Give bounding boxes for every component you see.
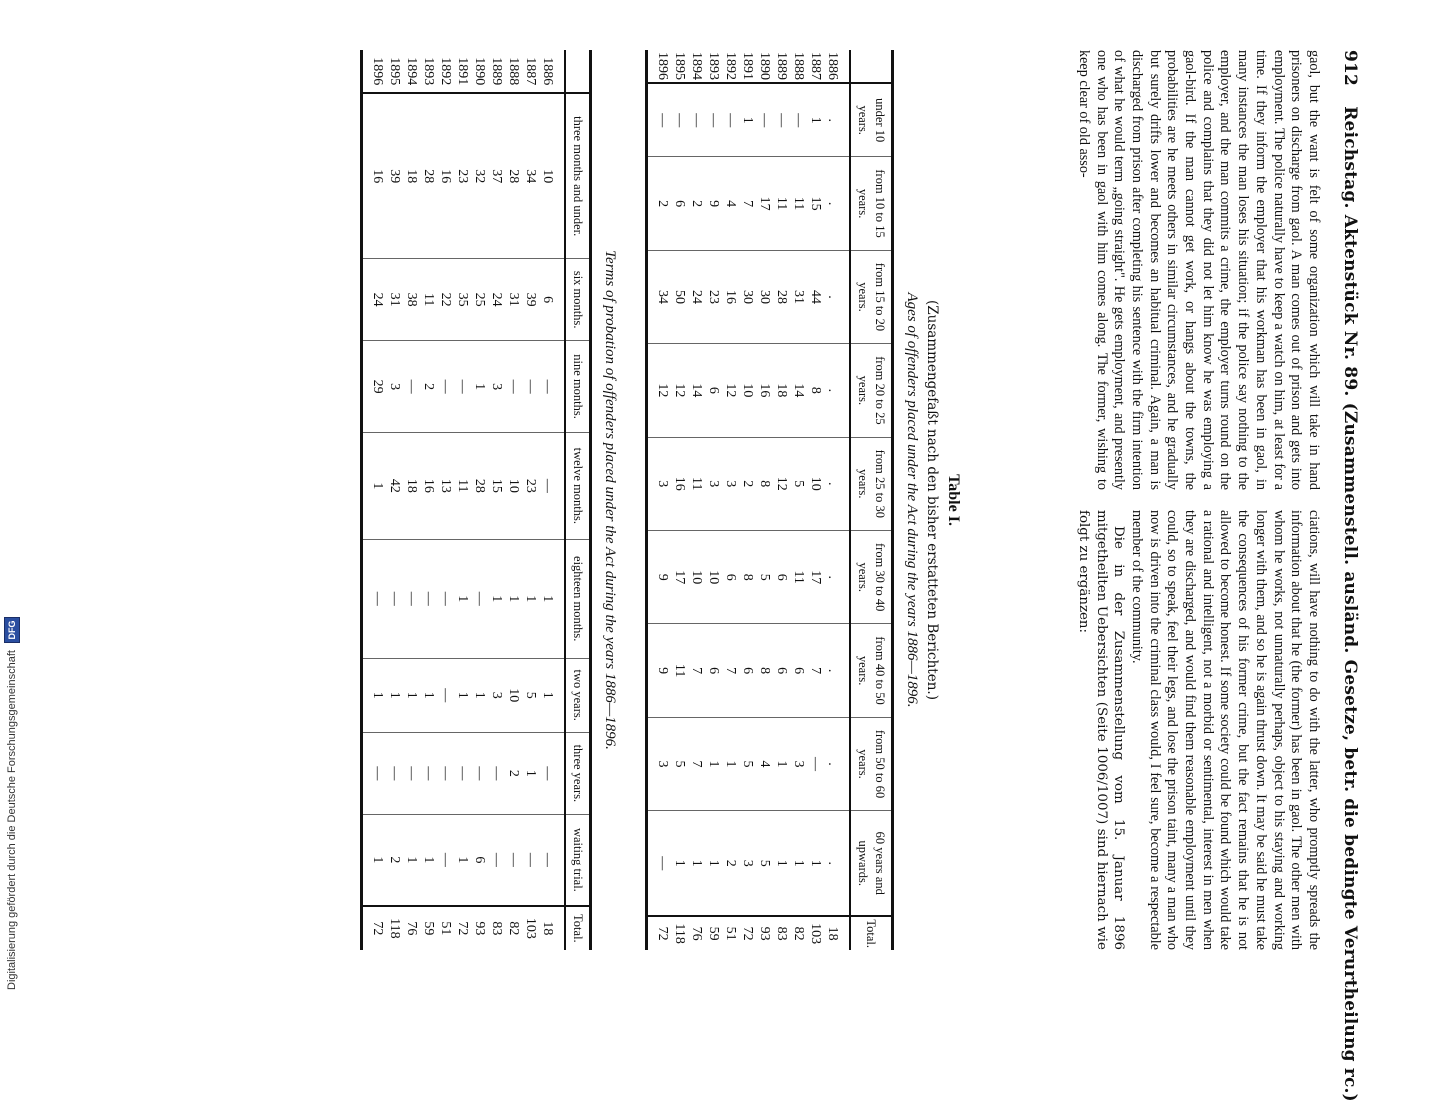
table-cell: 1 <box>705 811 722 917</box>
table-row <box>403 50 420 950</box>
table-cell: 1 <box>362 815 387 906</box>
table-cell: 8 <box>756 624 773 717</box>
column-header-cell: three months and under. <box>565 93 591 258</box>
column-header-cell: three years. <box>565 732 591 814</box>
column-header-cell: six months. <box>565 259 591 341</box>
digitization-note <box>4 0 20 990</box>
total-cell: 72 <box>362 906 387 950</box>
table-cell: 10 <box>688 531 705 624</box>
table-cell: 28 <box>773 250 790 343</box>
table-row <box>505 50 522 950</box>
table-cell: — <box>522 815 539 906</box>
table-cell: — <box>437 341 454 432</box>
column-header-cell: from 25 to 30 years. <box>850 437 893 530</box>
table-cell: 1 <box>403 815 420 906</box>
column-header-cell: from 20 to 25 years. <box>850 344 893 437</box>
total-cell: 93 <box>756 916 773 950</box>
table-cell: 6 <box>705 344 722 437</box>
total-header-cell: Total. <box>850 916 893 950</box>
column-header-cell: under 10 years. <box>850 83 893 157</box>
probation-table-body <box>362 50 566 950</box>
table-cell: 1 <box>420 815 437 906</box>
table-row <box>471 50 488 950</box>
table-cell: 1 <box>539 539 565 658</box>
table-cell: 15 <box>488 432 505 539</box>
table-cell: — <box>671 83 688 157</box>
total-cell: 72 <box>454 906 471 950</box>
year-header-cell <box>565 50 591 93</box>
table-cell: 11 <box>671 624 688 717</box>
table-cell: 39 <box>386 93 403 258</box>
table-cell: 1 <box>539 658 565 732</box>
table-cell: 17 <box>671 531 688 624</box>
table-cell: 16 <box>671 437 688 530</box>
table-row <box>773 50 790 950</box>
ages-table-header-row <box>850 50 893 950</box>
table-cell: — <box>488 732 505 814</box>
year-cell: 1888 <box>505 50 522 93</box>
table-cell: — <box>362 539 387 658</box>
running-header <box>1330 50 1360 1102</box>
year-cell: 1887 <box>522 50 539 93</box>
table-cell: 1 <box>420 658 437 732</box>
table-cell: 30 <box>756 250 773 343</box>
table-cell: 12 <box>671 344 688 437</box>
table-cell: — <box>471 539 488 658</box>
table-cell: 18 <box>773 344 790 437</box>
table-cell: 2 <box>722 811 739 917</box>
table-cell: — <box>437 815 454 906</box>
year-cell: 1894 <box>403 50 420 93</box>
table-cell: 6 <box>739 624 756 717</box>
column-header-cell: from 40 to 50 years. <box>850 624 893 717</box>
table-cell: 37 <box>488 93 505 258</box>
table-cell: 12 <box>647 344 672 437</box>
table-cell: 1 <box>790 811 807 917</box>
table-cell: — <box>705 83 722 157</box>
table-cell: 6 <box>790 624 807 717</box>
table-cell: 16 <box>437 93 454 258</box>
table-row <box>722 50 739 950</box>
table-cell: . <box>824 531 850 624</box>
table-cell: — <box>420 732 437 814</box>
table-cell: 39 <box>522 259 539 341</box>
table-cell: — <box>539 732 565 814</box>
table-cell: 23 <box>522 432 539 539</box>
table-row <box>824 50 850 950</box>
table-row <box>539 50 565 950</box>
table-cell: 22 <box>437 259 454 341</box>
table-cell: 30 <box>739 250 756 343</box>
table-cell: — <box>386 732 403 814</box>
year-cell: 1893 <box>420 50 437 93</box>
table1-caption: Ages of offenders placed under the Act during the years 1886—1896. <box>904 292 920 708</box>
year-cell: 1886 <box>824 50 850 83</box>
table-cell: 31 <box>790 250 807 343</box>
table-cell: 38 <box>403 259 420 341</box>
year-cell: 1889 <box>773 50 790 83</box>
table-cell: 10 <box>505 432 522 539</box>
table-cell: — <box>647 811 672 917</box>
table-cell: 17 <box>756 157 773 250</box>
table-row <box>362 50 387 950</box>
table-cell: 1 <box>505 539 522 658</box>
table-cell: 11 <box>790 157 807 250</box>
table-cell: 5 <box>739 717 756 810</box>
body-text <box>982 50 1322 950</box>
page-number: 912 <box>1340 50 1360 87</box>
table-cell: 3 <box>739 811 756 917</box>
table-cell: 24 <box>688 250 705 343</box>
table-cell: 1 <box>488 539 505 658</box>
year-cell: 1887 <box>807 50 824 83</box>
table-cell: 6 <box>671 157 688 250</box>
rotated-page-content <box>10 50 1360 1102</box>
total-cell: 118 <box>386 906 403 950</box>
table-cell: 11 <box>790 531 807 624</box>
table-cell: — <box>403 539 420 658</box>
table-cell: — <box>471 732 488 814</box>
table-cell: 31 <box>386 259 403 341</box>
table-row <box>420 50 437 950</box>
table-cell: 1 <box>807 811 824 917</box>
table-cell: 16 <box>362 93 387 258</box>
table-cell: 3 <box>790 717 807 810</box>
total-cell: 76 <box>688 916 705 950</box>
table-cell: 6 <box>705 624 722 717</box>
table-cell: 5 <box>790 437 807 530</box>
table-cell: — <box>807 717 824 810</box>
table-cell: 10 <box>807 437 824 530</box>
table-cell: . <box>824 250 850 343</box>
total-cell: 18 <box>539 906 565 950</box>
column-header-cell: twelve months. <box>565 432 591 539</box>
total-cell: 82 <box>790 916 807 950</box>
table-cell: 1 <box>471 341 488 432</box>
table-cell: 5 <box>522 658 539 732</box>
table-row <box>386 50 403 950</box>
table-cell: 1 <box>773 811 790 917</box>
total-cell: 103 <box>522 906 539 950</box>
table-cell: 2 <box>420 341 437 432</box>
table-cell: 2 <box>386 815 403 906</box>
year-cell: 1895 <box>386 50 403 93</box>
table-cell: 16 <box>756 344 773 437</box>
column-header-cell: from 50 to 60 years. <box>850 717 893 810</box>
table-cell: — <box>790 83 807 157</box>
table-cell: 11 <box>688 437 705 530</box>
table-row <box>647 50 672 950</box>
table-cell: 16 <box>722 250 739 343</box>
total-cell: 51 <box>437 906 454 950</box>
total-cell: 93 <box>471 906 488 950</box>
total-cell: 59 <box>420 906 437 950</box>
table-cell: 3 <box>647 717 672 810</box>
column-header-cell: from 30 to 40 years. <box>850 531 893 624</box>
table-cell: 31 <box>505 259 522 341</box>
probation-table <box>360 50 592 950</box>
total-header-cell: Total. <box>565 906 591 950</box>
total-cell: 51 <box>722 916 739 950</box>
table-row <box>807 50 824 950</box>
right-column-paragraph: ciations, will have nothing to do with the latter, who promptly spreads the information about that he (the former) has been in gaol. The other men with whom he works, not unnaturally perhaps, object to his staying and working longer with them, and so he is again thrust down. It may be said he must take the consequences of his former crime, but the fact remains that he is not allowed to become honest. If some society could be found which would take a rational and intelligent, not a morbid or sentimental, interest in men when they are discharged, and would find them reasonable employment until they could, so to speak, feel their legs, and lose the prison taint, many a man who now is driven into the criminal class would, I feel sure, become a respectable member of the community. <box>1128 510 1322 950</box>
digitization-note-text: Digitalisierung gefördert durch die Deutsche Forschungsgemeinschaft <box>5 650 18 990</box>
table-cell: 17 <box>807 531 824 624</box>
table-cell: 29 <box>362 341 387 432</box>
table-cell: 18 <box>403 432 420 539</box>
table-cell: — <box>403 732 420 814</box>
table-cell: — <box>647 83 672 157</box>
table-cell: 14 <box>790 344 807 437</box>
table-cell: 23 <box>705 250 722 343</box>
total-cell: 82 <box>505 906 522 950</box>
table-cell: 24 <box>488 259 505 341</box>
table-cell: 3 <box>488 341 505 432</box>
table-cell: . <box>824 83 850 157</box>
total-cell: 72 <box>739 916 756 950</box>
table-cell: — <box>386 539 403 658</box>
table-cell: 1 <box>773 717 790 810</box>
table-cell: 11 <box>773 157 790 250</box>
total-cell: 72 <box>647 916 672 950</box>
table-cell: 6 <box>722 531 739 624</box>
table-cell: 4 <box>722 157 739 250</box>
table-cell: 2 <box>739 437 756 530</box>
table-cell: . <box>824 437 850 530</box>
table-cell: 2 <box>505 732 522 814</box>
table-cell: — <box>773 83 790 157</box>
column-header-cell: nine months. <box>565 341 591 432</box>
table-cell: 12 <box>773 437 790 530</box>
year-cell: 1892 <box>437 50 454 93</box>
table-cell: 1 <box>386 658 403 732</box>
year-cell: 1896 <box>647 50 672 83</box>
column-header-cell: from 15 to 20 years. <box>850 250 893 343</box>
total-cell: 83 <box>773 916 790 950</box>
table-row <box>671 50 688 950</box>
year-cell: 1888 <box>790 50 807 83</box>
year-header-cell <box>850 50 893 83</box>
table2-caption: Terms of probation of offenders placed under the Act during the years 1886—1896. <box>602 250 618 750</box>
table-cell: — <box>505 341 522 432</box>
year-cell: 1886 <box>539 50 565 93</box>
table-cell: — <box>522 341 539 432</box>
table-cell: 24 <box>362 259 387 341</box>
year-cell: 1891 <box>739 50 756 83</box>
table-cell: 1 <box>362 658 387 732</box>
table-cell: — <box>505 815 522 906</box>
table-cell: 50 <box>671 250 688 343</box>
table-row <box>437 50 454 950</box>
table-cell: 6 <box>539 259 565 341</box>
table-cell: — <box>437 658 454 732</box>
total-cell: 103 <box>807 916 824 950</box>
table-cell: — <box>454 341 471 432</box>
table-cell: — <box>539 815 565 906</box>
table-cell: — <box>454 732 471 814</box>
table-cell: 3 <box>705 437 722 530</box>
table-row <box>756 50 773 950</box>
table-cell: 2 <box>688 157 705 250</box>
column-header-cell: eighteen months. <box>565 539 591 658</box>
ages-table <box>645 50 894 950</box>
table-cell: 1 <box>454 815 471 906</box>
table-cell: — <box>420 539 437 658</box>
table-row <box>522 50 539 950</box>
year-cell: 1895 <box>671 50 688 83</box>
table-cell: 1 <box>403 658 420 732</box>
year-cell: 1893 <box>705 50 722 83</box>
table-cell: — <box>722 83 739 157</box>
table-cell: 3 <box>722 437 739 530</box>
table-cell: 16 <box>420 432 437 539</box>
table-cell: 8 <box>807 344 824 437</box>
column-header-cell: waiting trial. <box>565 815 591 906</box>
running-title: Reichstag. Aktenstück Nr. 89. (Zusammenstell. ausländ. Gesetze, betr. die bedingte Verurtheilung rc.) <box>1340 106 1360 1102</box>
year-cell: 1896 <box>362 50 387 93</box>
table-cell: 23 <box>454 93 471 258</box>
table-cell: — <box>539 432 565 539</box>
table-cell: — <box>437 539 454 658</box>
table-cell: — <box>688 83 705 157</box>
year-cell: 1894 <box>688 50 705 83</box>
table-cell: 10 <box>705 531 722 624</box>
table-cell: 6 <box>471 815 488 906</box>
table-cell: 1 <box>454 539 471 658</box>
text-column-right <box>1074 510 1322 950</box>
table-cell: 1 <box>362 432 387 539</box>
table-cell: 3 <box>488 658 505 732</box>
column-header-cell: from 10 to 15 years. <box>850 157 893 250</box>
table-cell: 1 <box>522 732 539 814</box>
year-cell: 1889 <box>488 50 505 93</box>
table-cell: . <box>824 157 850 250</box>
year-cell: 1892 <box>722 50 739 83</box>
total-cell: 83 <box>488 906 505 950</box>
table-cell: 10 <box>739 344 756 437</box>
table-cell: 1 <box>705 717 722 810</box>
table-cell: 9 <box>705 157 722 250</box>
table-cell: 15 <box>807 157 824 250</box>
table-cell: 6 <box>773 531 790 624</box>
table-cell: . <box>824 717 850 810</box>
table-cell: 7 <box>807 624 824 717</box>
table-cell: 1 <box>807 83 824 157</box>
text-column-left <box>1074 50 1322 490</box>
table-cell: 1 <box>671 811 688 917</box>
table-cell: 5 <box>671 717 688 810</box>
table-cell: 42 <box>386 432 403 539</box>
table-row <box>705 50 722 950</box>
table-cell: 11 <box>454 432 471 539</box>
table-cell: 10 <box>539 93 565 258</box>
table-cell: 32 <box>471 93 488 258</box>
table-cell: . <box>824 811 850 917</box>
table-cell: 5 <box>756 531 773 624</box>
table-cell: 7 <box>688 717 705 810</box>
table-row <box>739 50 756 950</box>
table-cell: — <box>437 732 454 814</box>
table-cell: 35 <box>454 259 471 341</box>
table-row <box>790 50 807 950</box>
table-cell: — <box>403 341 420 432</box>
table-cell: . <box>824 344 850 437</box>
table-row <box>688 50 705 950</box>
table-cell: 1 <box>739 83 756 157</box>
total-cell: 18 <box>824 916 850 950</box>
table-cell: 1 <box>722 717 739 810</box>
total-cell: 118 <box>671 916 688 950</box>
column-header-cell: two years. <box>565 658 591 732</box>
table-cell: 8 <box>756 437 773 530</box>
table-cell: 9 <box>647 531 672 624</box>
table-cell: 7 <box>722 624 739 717</box>
table-cell: 1 <box>454 658 471 732</box>
table-cell: 14 <box>688 344 705 437</box>
table-cell: 28 <box>505 93 522 258</box>
table-cell: 28 <box>420 93 437 258</box>
table-cell: 4 <box>756 717 773 810</box>
table-cell: 1 <box>522 539 539 658</box>
table-cell: 18 <box>403 93 420 258</box>
table-cell: 8 <box>739 531 756 624</box>
table-cell: 2 <box>647 157 672 250</box>
left-column-paragraph: gaol, but the want is felt of some organization which will take in hand prisoners on discharge from gaol. A man comes out of prison and gets into employment. The police naturally have to keep a watch on him, at least for a time. If they inform the employer that his workman has been in gaol, in many instances the man loses his situation; if the police say nothing to the employer, and the man commits a crime, the employer turns round on the police and complains that they did not let him know he was employing a gaol-bird. If the man cannot get work, or hangs about the towns, the probabilities are he meets others in similar circumstances, and he gradually but surely drifts lower and becomes an habitual criminal. Again, a man is discharged from prison after completing his sentence with the firm intention of what he would term „going straight". He gets employment, and presently one who has been in gaol with him comes along. The former, wishing to keep clear of old asso- <box>1075 50 1322 490</box>
total-cell: 59 <box>705 916 722 950</box>
table-cell: 7 <box>739 157 756 250</box>
table-cell: 10 <box>505 658 522 732</box>
table-cell: — <box>756 83 773 157</box>
table-cell: 34 <box>647 250 672 343</box>
year-cell: 1890 <box>471 50 488 93</box>
right-column-note: Die in der Zusammenstellung vom 15. Januar 1896 mitgetheilten Uebersichten (Seite 1006/1007) sind hiernach wie folgt zu ergänzen: <box>1075 510 1127 950</box>
year-cell: 1891 <box>454 50 471 93</box>
table-cell: 9 <box>647 624 672 717</box>
table-cell: — <box>488 815 505 906</box>
table-cell: 3 <box>647 437 672 530</box>
table-cell: 25 <box>471 259 488 341</box>
table-cell: 1 <box>471 658 488 732</box>
table1-subtitle: (Zusammengefaßt nach den bisher erstatteten Berichten.) <box>924 300 940 700</box>
table-cell: . <box>824 624 850 717</box>
probation-table-header-row <box>565 50 591 950</box>
table-cell: — <box>362 732 387 814</box>
table-cell: 34 <box>522 93 539 258</box>
table-cell: 1 <box>688 811 705 917</box>
table-cell: 12 <box>722 344 739 437</box>
ages-table-body <box>647 50 851 950</box>
total-cell: 76 <box>403 906 420 950</box>
table-cell: 7 <box>688 624 705 717</box>
table-cell: 44 <box>807 250 824 343</box>
column-header-cell: 60 years and upwards. <box>850 811 893 917</box>
table-cell: 5 <box>756 811 773 917</box>
table-row <box>454 50 471 950</box>
dfg-logo: DFG <box>4 617 20 643</box>
table-cell: 6 <box>773 624 790 717</box>
table-row <box>488 50 505 950</box>
table-cell: — <box>539 341 565 432</box>
table-cell: 13 <box>437 432 454 539</box>
table1-title: Table I. <box>945 474 962 526</box>
year-cell: 1890 <box>756 50 773 83</box>
table-cell: 28 <box>471 432 488 539</box>
table-cell: 3 <box>386 341 403 432</box>
table-cell: 11 <box>420 259 437 341</box>
